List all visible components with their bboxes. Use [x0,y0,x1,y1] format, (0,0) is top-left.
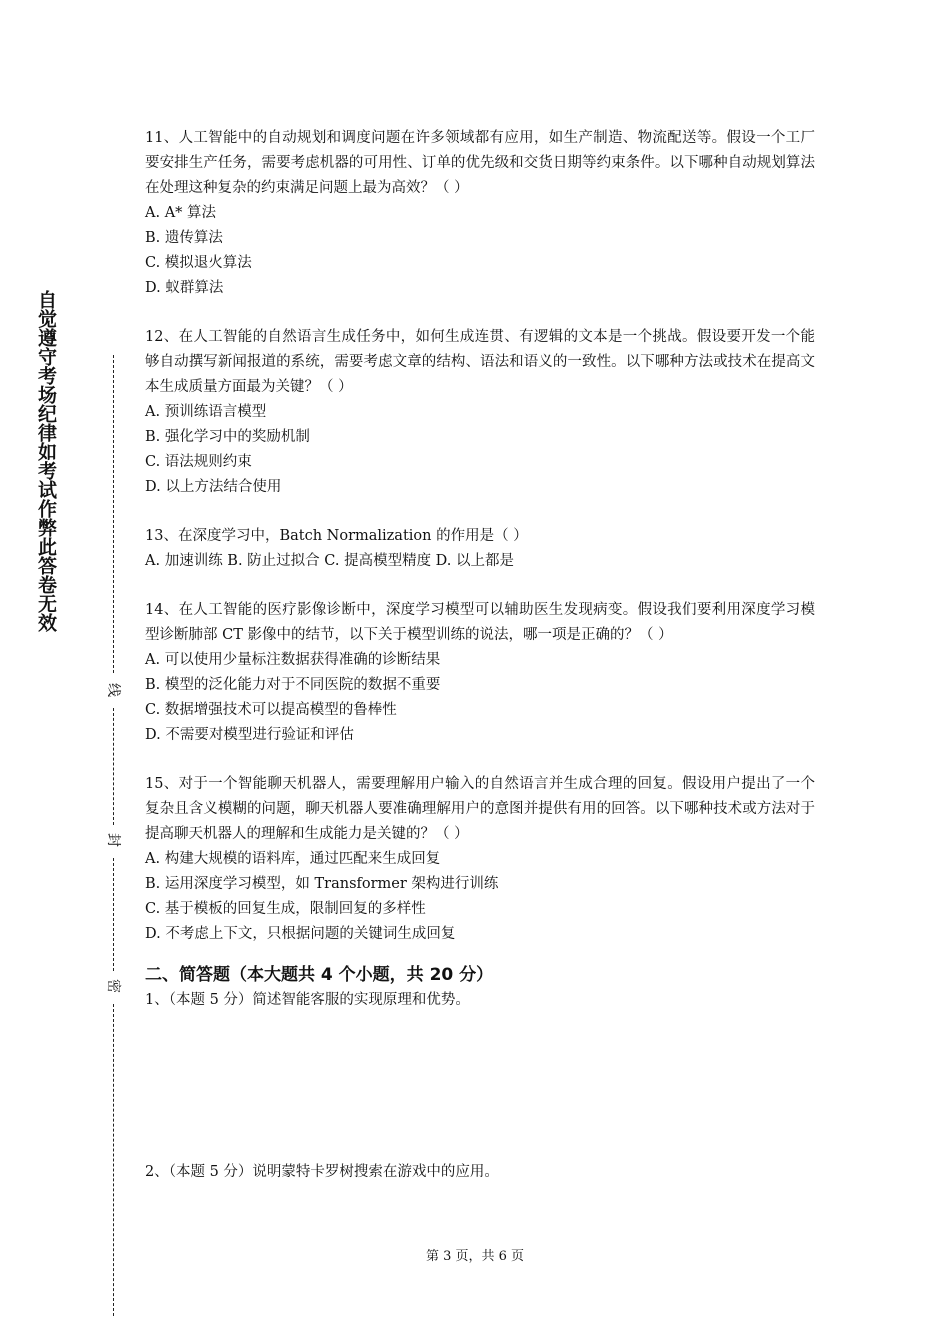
options-inline: A. 加速训练 B. 防止过拟合 C. 提高模型精度 D. 以上都是 [145,553,515,569]
page-number: 第 3 页，共 6 页 [425,1249,525,1264]
question-13 [145,524,815,574]
binding-char-feng: 封 [105,833,121,847]
binding-line-mid [113,708,114,825]
question-12 [145,325,815,500]
question-14 [145,598,815,748]
exam-content [145,126,815,1185]
question-15 [145,772,815,947]
short-answer-1: 1、（本题 5 分）简述智能客服的实现原理和优势。 [145,992,470,1008]
exam-discipline-notice: 自觉遵守考场纪律如考试作弊此答卷无效 [35,290,57,632]
question-stem: 12、在人工智能的自然语言生成任务中，如何生成连贯、有逻辑的文本是一个挑战。假设要开发一个能够自动撰写新闻报道的系统，需要考虑文章的结构、语法和语义的一致性。以下哪种方法或技术在提高文本生成质量方面最为关键？（ ） [145,329,815,395]
option-d: D. 以上方法结合使用 [145,479,282,495]
question-11 [145,126,815,301]
option-d: D. 不考虑上下文，只根据问题的关键词生成回复 [145,926,456,942]
binding-char-mi: 密 [105,979,121,993]
option-b: B. 运用深度学习模型，如 Transformer 架构进行训练 [145,876,499,892]
option-d: D. 蚁群算法 [145,280,224,296]
option-b: B. 强化学习中的奖励机制 [145,429,310,445]
option-a: A. A* 算法 [145,205,217,221]
option-a: A. 预训练语言模型 [145,404,267,420]
option-a: A. 构建大规模的语料库，通过匹配来生成回复 [145,851,441,867]
option-d: D. 不需要对模型进行验证和评估 [145,727,354,743]
binding-char-xian: 线 [105,683,121,697]
question-stem: 13、在深度学习中，Batch Normalization 的作用是（ ） [145,528,528,544]
option-c: C. 数据增强技术可以提高模型的鲁棒性 [145,702,397,718]
short-answer-2: 2、（本题 5 分）说明蒙特卡罗树搜索在游戏中的应用。 [145,1164,499,1180]
answer-space [145,1013,815,1160]
question-stem: 15、对于一个智能聊天机器人，需要理解用户输入的自然语言并生成合理的回复。假设用户提出了一个复杂且含义模糊的问题，聊天机器人要准确理解用户的意图并提供有用的回答。以下哪种技术或方法对于提高聊天机器人的理解和生成能力是关键的？（ ） [145,776,815,842]
option-c: C. 语法规则约束 [145,454,252,470]
option-c: C. 模拟退火算法 [145,255,252,271]
section-title-short-answer: 二、简答题（本大题共 4 个小题，共 20 分） [145,965,494,985]
binding-line-bottom [113,1004,114,1316]
question-stem: 14、在人工智能的医疗影像诊断中，深度学习模型可以辅助医生发现病变。假设我们要利用深度学习模型诊断肺部 CT 影像中的结节，以下关于模型训练的说法，哪一项是正确的？（ ） [145,602,815,643]
binding-line-top [113,355,114,673]
binding-line-mid2 [113,858,114,971]
option-c: C. 基于模板的回复生成，限制回复的多样性 [145,901,426,917]
question-stem: 11、人工智能中的自动规划和调度问题在许多领域都有应用，如生产制造、物流配送等。假设一个工厂要安排生产任务，需要考虑机器的可用性、订单的优先级和交货日期等约束条件。以下哪种自动规划算法在处理这种复杂的约束满足问题上最为高效？（ ） [145,130,815,196]
option-b: B. 模型的泛化能力对于不同医院的数据不重要 [145,677,441,693]
option-a: A. 可以使用少量标注数据获得准确的诊断结果 [145,652,441,668]
option-b: B. 遗传算法 [145,230,223,246]
